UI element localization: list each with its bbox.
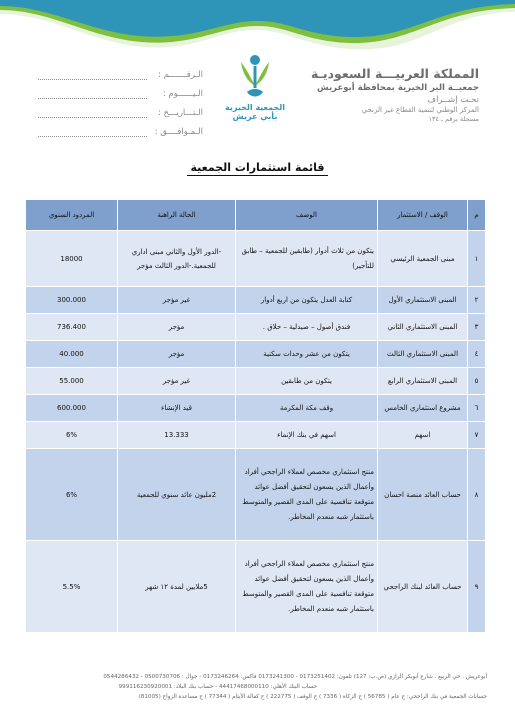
field-line — [38, 127, 147, 137]
row-num: ٦ — [468, 395, 486, 422]
row-name: المبنى الاستثماري الثالث — [378, 341, 468, 368]
table-row — [26, 368, 486, 395]
field-label: الـتـــاريـــخ : — [157, 108, 203, 118]
row-num: ٨ — [468, 449, 486, 541]
field-label: الـرقـــــــم : — [158, 70, 203, 80]
field-day — [38, 85, 203, 99]
row-name: مبنى الجمعية الرئيسي — [378, 231, 468, 287]
header-status: الحالة الراهنة — [118, 200, 236, 231]
field-corresponding — [38, 123, 203, 137]
row-num: ٥ — [468, 368, 486, 395]
row-revenue: 6% — [26, 449, 118, 541]
table-row — [26, 231, 486, 287]
row-revenue: 18000 — [26, 231, 118, 287]
row-status-cell — [118, 231, 236, 287]
row-desc: يتكون من ثلاث أدوار (طابقين للجمعية – طابق للتأجير) — [236, 231, 378, 287]
row-desc: فندق أصول – صيدلية – حلاق . — [236, 314, 378, 341]
page-title-wrapper — [0, 156, 515, 176]
field-line — [38, 89, 147, 99]
org-supervision: تحـت إشــراف — [427, 95, 479, 105]
row-name: اسهم — [378, 422, 468, 449]
header-desc: الوصف — [236, 200, 378, 231]
footer-line-accounts: حسابات الجمعية في بنك الراجحي: ح عام ( 56785 ) ح الزكاة ( 7336 ) ح الوقف ( 222775 ) ح كفالة الأيتام ( 77344 ) ح مساعدة الزواج (81005) — [138, 694, 487, 700]
logo-text-line1: الجمعية الخيرية — [225, 103, 285, 112]
row-name: مشروع استثماري الخامس — [378, 395, 468, 422]
organization-header — [279, 66, 479, 123]
row-status: 5ملايين لمدة ١٢ شهر — [118, 541, 236, 633]
row-status: 2مليون عائد سنوي للجمعية — [118, 449, 236, 541]
row-status: قيد الإنشاء — [118, 395, 236, 422]
row-num: ٧ — [468, 422, 486, 449]
footer-line-address: أبوعريش . حي الربيع . شارع أبوبكر الرازي (ص.ب: 127) تلفون: 0173251402 - 0173241300 فاكس: 0173246264 - جوال : 0500730706 - 0544286432 — [103, 674, 487, 680]
row-num: ٣ — [468, 314, 486, 341]
row-name: المبنى الاستثماري الأول — [378, 287, 468, 314]
row-desc: يتكون من طابقين — [236, 368, 378, 395]
row-desc: منتج استثماري مخصص لعملاء الراجحي أفراد وأعمال الذين يسعون لتحقيق أفضل عوائد متوقعة تنافسية على المدى القصير والمتوسط باستثمار شبه منعدم المخاطر. — [236, 449, 378, 541]
footer-contact — [25, 672, 487, 702]
row-status: مؤجر — [118, 341, 236, 368]
header-name: الوقف / الاستثمار — [378, 200, 468, 231]
org-center: المركز الوطني لتنمية القطاع غير الربحي — [361, 106, 479, 114]
row-revenue: 6% — [26, 422, 118, 449]
table-header-row — [26, 200, 486, 231]
org-country: المملكة العربيـــة السعوديـة — [311, 66, 479, 81]
row-revenue: 55.000 — [26, 368, 118, 395]
row-name: حساب العائد لبنك الراجحي — [378, 541, 468, 633]
table-row — [26, 422, 486, 449]
row-desc: منتج استثماري مخصص لعملاء الراجحي أفراد وأعمال الذين يسعون لتحقيق أفضل عوائد متوقعة تنافسية على المدى القصير والمتوسط باستثمار شبه منعدم المخاطر. — [236, 541, 378, 633]
logo-text-line2: بأبي عريش — [232, 112, 278, 121]
reference-fields — [38, 66, 203, 142]
row-revenue: 300.000 — [26, 287, 118, 314]
field-date — [38, 104, 203, 118]
page-title: قائمة استثمارات الجمعية — [187, 161, 329, 176]
footer-line-bank: حساب البنك الأهلي: 44417468000110 - حساب بنك البلاد: 999116230920001 — [118, 684, 317, 690]
header-wave-decoration — [0, 0, 515, 60]
field-label: الـمـوافــــق : — [154, 127, 203, 137]
row-revenue: 40.000 — [26, 341, 118, 368]
row-revenue: 5.5% — [26, 541, 118, 633]
field-line — [38, 108, 147, 118]
row-desc: وقف مكة المكرمة — [236, 395, 378, 422]
investments-table — [25, 199, 486, 633]
field-line — [38, 70, 147, 80]
field-label: الـيــــــوم : — [162, 89, 203, 99]
row-num: ٩ — [468, 541, 486, 633]
table-row — [26, 449, 486, 541]
row-name: المبنى الاستثماري الثاني — [378, 314, 468, 341]
charity-logo — [225, 52, 285, 134]
logo-figure-icon — [235, 52, 275, 102]
table-row — [26, 541, 486, 633]
table-row — [26, 314, 486, 341]
header-num: م — [468, 200, 486, 231]
org-registration: مسجلة برقم ـ ١٣٤ — [428, 115, 479, 123]
row-desc: يتكون من عشر وحدات سكنية — [236, 341, 378, 368]
header-revenue: المردود السنوي — [26, 200, 118, 231]
field-number — [38, 66, 203, 80]
row-revenue: 600.000 — [26, 395, 118, 422]
row-status: -الدور الأول والثاني مبنى اداري للجمعية.-الدور الثالث مؤجر — [131, 247, 222, 270]
org-name: جمعيــة البر الخيرية بمحافظة أبوعريش — [316, 83, 479, 93]
row-revenue: 736.400 — [26, 314, 118, 341]
row-num: ١ — [468, 231, 486, 287]
row-status: مؤجر — [118, 314, 236, 341]
table-row — [26, 287, 486, 314]
row-status: 13.333 — [118, 422, 236, 449]
row-desc: اسهم في بنك الإنماء — [236, 422, 378, 449]
row-status: غير مؤجر — [118, 368, 236, 395]
row-num: ٤ — [468, 341, 486, 368]
row-status: غير مؤجر — [118, 287, 236, 314]
row-name: المبنى الاستثماري الرابع — [378, 368, 468, 395]
row-desc: كتابة العدل يتكون من اربع أدوار — [236, 287, 378, 314]
row-num: ٢ — [468, 287, 486, 314]
row-name: حساب العائد منصة احسان — [378, 449, 468, 541]
table-row — [26, 341, 486, 368]
table-row — [26, 395, 486, 422]
